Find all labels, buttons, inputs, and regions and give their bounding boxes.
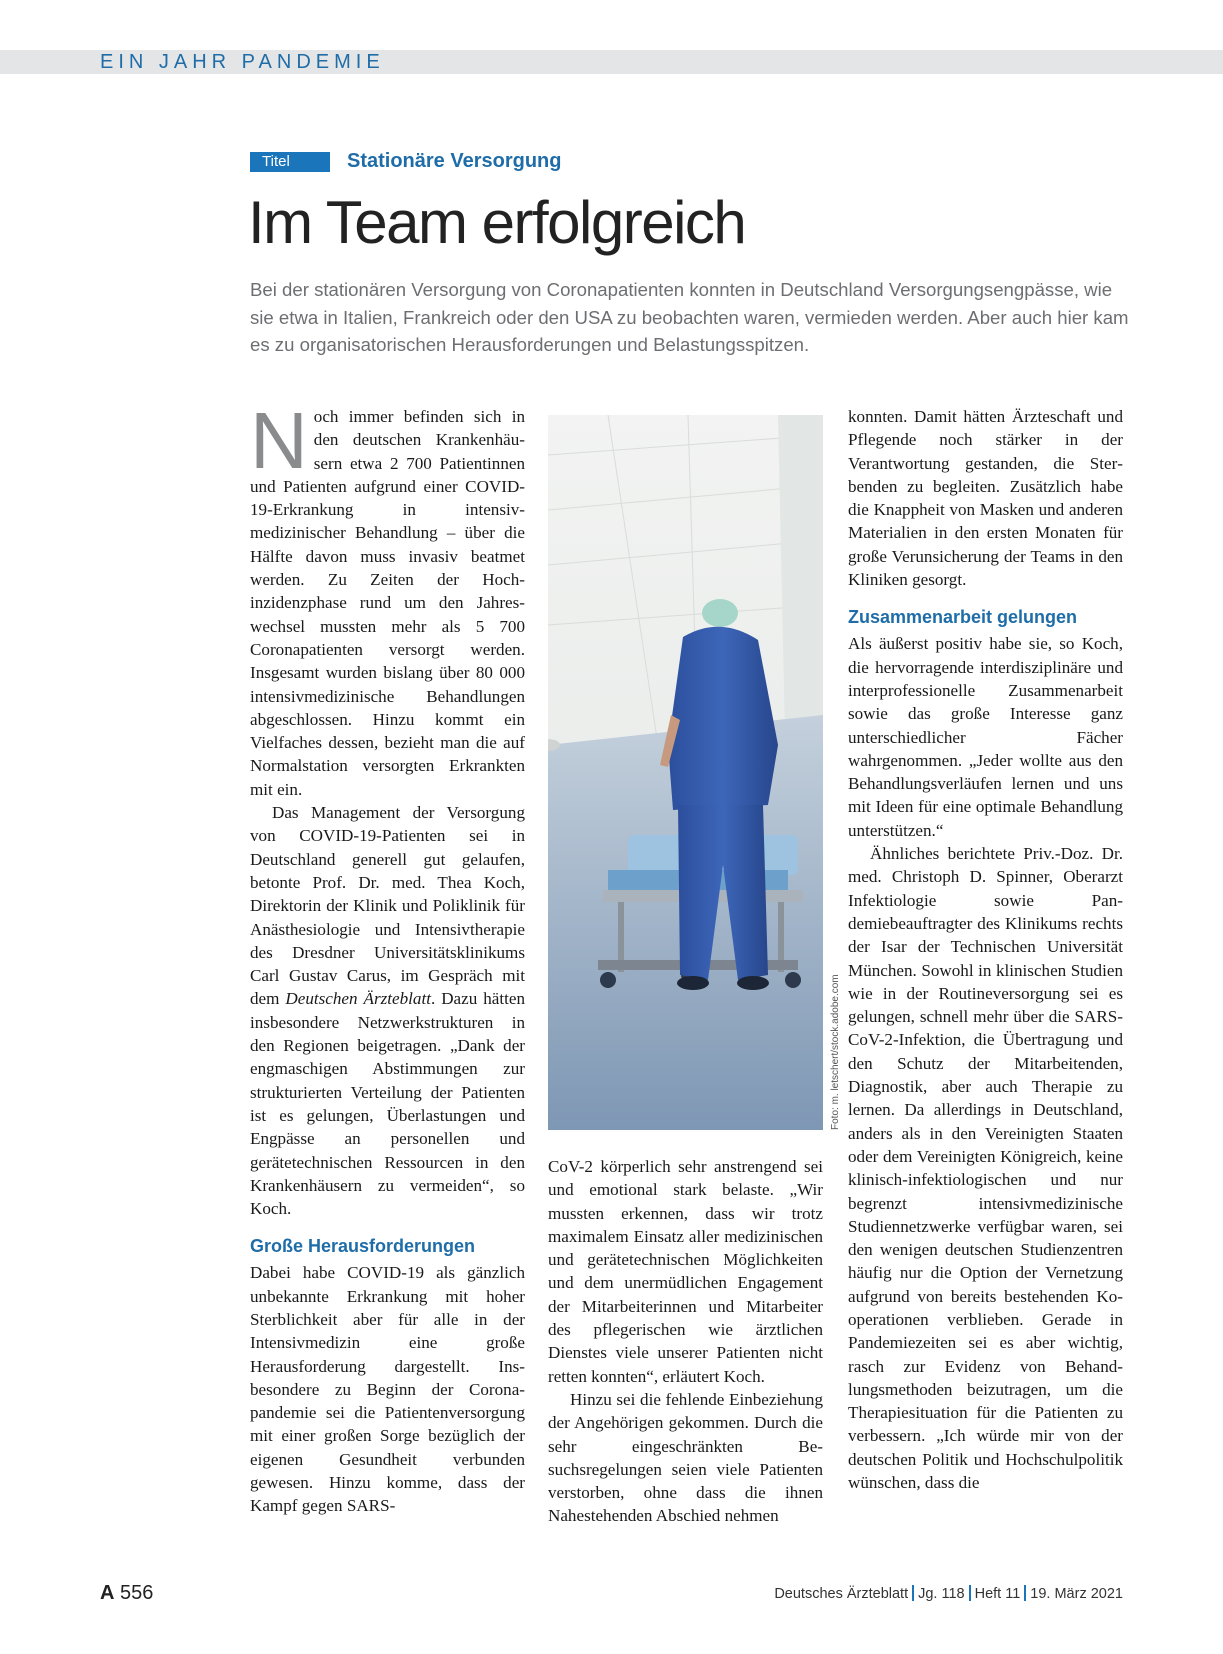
journal-issue: Heft 11 [974,1586,1021,1602]
footer-separator [912,1585,914,1601]
column-3 [848,405,1123,1494]
column-1 [250,396,525,1518]
body-paragraph: Ähnliches berichtete Priv.-Doz. Dr. med. Christoph D. Spinner, Oberarzt Infektiologie sowie Pandemiebeauftragter des Klinikums rechts der Isar der Technischen Universität München. Sowohl in klinischen Studien wie in der Routineversorgung sei es gelungen, schnell mehr über die SARS-CoV-2-Infektion, die Übertragung und den Schutz der Mitarbeitenden, Diagnostik, aber auch Therapie zu lernen. Da allerdings in Deutschland, anders als in den Vereinigten Staaten oder dem Vereinigten Königreich, keine klinisch-infektiologischen und nur begrenzt intensivmedizinische Studiennetzwerke verfügbar waren, sei den wenigen deutschen Studienzentren häufig nur die Option der Vernetzung aufgrund von bereits bestehenden Kooperationen verblieben. Gerade in Pandemiezeiten sei es aber wichtig, rasch zur Evidenz von Behandlungsmethoden beizutragen, um die Therapiesituation für die Patienten zu verbessern. „Ich würde mir von der deutschen Politik und Hochschulpolitik wünschen, dass die [848,844,1123,1493]
body-paragraph [250,396,525,801]
journal-name: Deutsches Ärzteblatt [774,1586,909,1602]
body-paragraph: Als äußerst positiv habe sie, so Koch, die hervorragende interdisziplinäre und interprofessionelle Zusammenarbeit sowie das große Interesse ganz unterschiedlicher Fächer wahrgenommen. „Jeder wollte aus den Behandlungsverläufen lernen und uns mit Ideen für eine optimale Behandlung unterstützen.“ [848,634,1123,840]
body-paragraph: konnten. Damit hätten Ärzteschaft und Pflegende noch stärker in der Verantwortung gestanden, die Sterbenden zu begleiten. Zusätzlich habe die Knappheit von Masken und anderen Materialien in den ersten Monaten für große Verunsicherung der Teams in den Kliniken gesorgt. [848,407,1123,590]
kicker-topic: Stationäre Versorgung [347,150,562,172]
footer-separator [1024,1585,1026,1601]
kicker-badge: Titel [250,152,330,172]
lead-paragraph: Bei der stationären Versorgung von Coronapatienten konnten in Deutschland Versorgungsengpässe, wie sie etwa in Italien, Frankreich oder den USA zu beobachten waren, vermieden werden. Aber auch hier kam es zu organisatorischen Herausforderungen und Belastungsspitzen. [250,279,1129,355]
photo-illustration [548,415,823,1130]
page-prefix: A [100,1582,115,1604]
body-paragraph [250,801,525,1220]
column-2 [548,1155,823,1528]
drop-cap: N [250,396,308,485]
page-number: 556 [120,1582,154,1604]
hospital-corridor-photo [548,415,823,1130]
paragraph-text: Das Management der Versorgung von COVID-19-Patienten sei in Deutschland generell gut gelaufen, betonte Prof. Dr. med. Thea Koch, Direktorin der Klinik und Poliklinik für Anästhesiologie und Intensivtherapie des Dresdner Universitätsklinikums Carl Gustav Carus, im Gespräch mit dem [250,803,525,1009]
journal-volume: Jg. 118 [918,1586,965,1602]
journal-date: 19. März 2021 [1030,1586,1123,1602]
paragraph-text: . Dazu hätten insbesondere Netzwerkstrukturen in den Regionen beigetragen. „Dank der engmaschigen Abstimmungen zur strukturierten Verteilung der Patienten ist es gelungen, Überlastungen und Engpässe an personellen und gerätetechnischen Ressourcen in den Krankenhäusern zu vermeiden“, so Koch. [250,989,525,1219]
subheading: Große Herausforderungen [250,1236,476,1257]
journal-footer [774,1585,1123,1602]
subheading: Zusammenarbeit gelungen [848,607,1078,628]
section-header: EIN JAHR PANDEMIE [100,51,385,73]
paragraph-text: och immer befinden sich in den deutschen Krankenhäusern etwa 2 700 Patientinnen und Patienten aufgrund einer COVID-19-Erkrankung in intensivmedizinischer Behandlung – über die Hälfte davon muss invasiv beatmet werden. Zu Zeiten der Hochinzidenzphase rund um den Jahreswechsel mussten mehr als 5 700 Coronapatienten versorgt werden. Insgesamt wurden bislang über 80 000 intensivmedizinische Behandlungen abgeschlossen. Hinzu kommt ein Vielfaches dessen, bezieht man die auf Normalstation versorgten Erkrankten mit ein. [250,407,525,799]
page-folio [100,1582,153,1605]
body-paragraph: CoV-2 körperlich sehr anstrengend sei und emotional stark belaste. „Wir mussten erkennen, dass wir trotz maximalem Einsatz aller medizinischen und gerätetechnischen Möglichkeiten und dem unermüdlichen Engagement der Mitarbeiterinnen und Mitarbeiter des pflegerischen wie ärztlichen Dienstes viele unserer Patienten nicht retten konnten“, erläutert Koch. [548,1157,823,1386]
publication-name: Deutschen Ärzteblatt [285,989,431,1009]
body-paragraph: Dabei habe COVID-19 als gänzlich unbekannte Erkrankung mit hoher Sterblichkeit aber für alle in der Intensivmedizin eine große Herausforderung dargestellt. Insbesondere zu Beginn der Coronapandemie sei die Patientenversorgung mit einer großen Sorge bezüglich der eigenen Gesundheit verbunden gewesen. Hinzu komme, dass der Kampf gegen SARS- [250,1263,525,1516]
footer-separator [969,1585,971,1601]
photo-credit: Foto: m. letschert/stock.adobe.com [830,974,841,1130]
headline: Im Team erfolgreich [248,189,746,256]
body-paragraph: Hinzu sei die fehlende Einbeziehung der Angehörigen gekommen. Durch die sehr eingeschränkten Besuchsregelungen seien viele Patienten verstorben, ohne dass die ihnen Nahestehenden Abschied nehmen [548,1389,823,1526]
